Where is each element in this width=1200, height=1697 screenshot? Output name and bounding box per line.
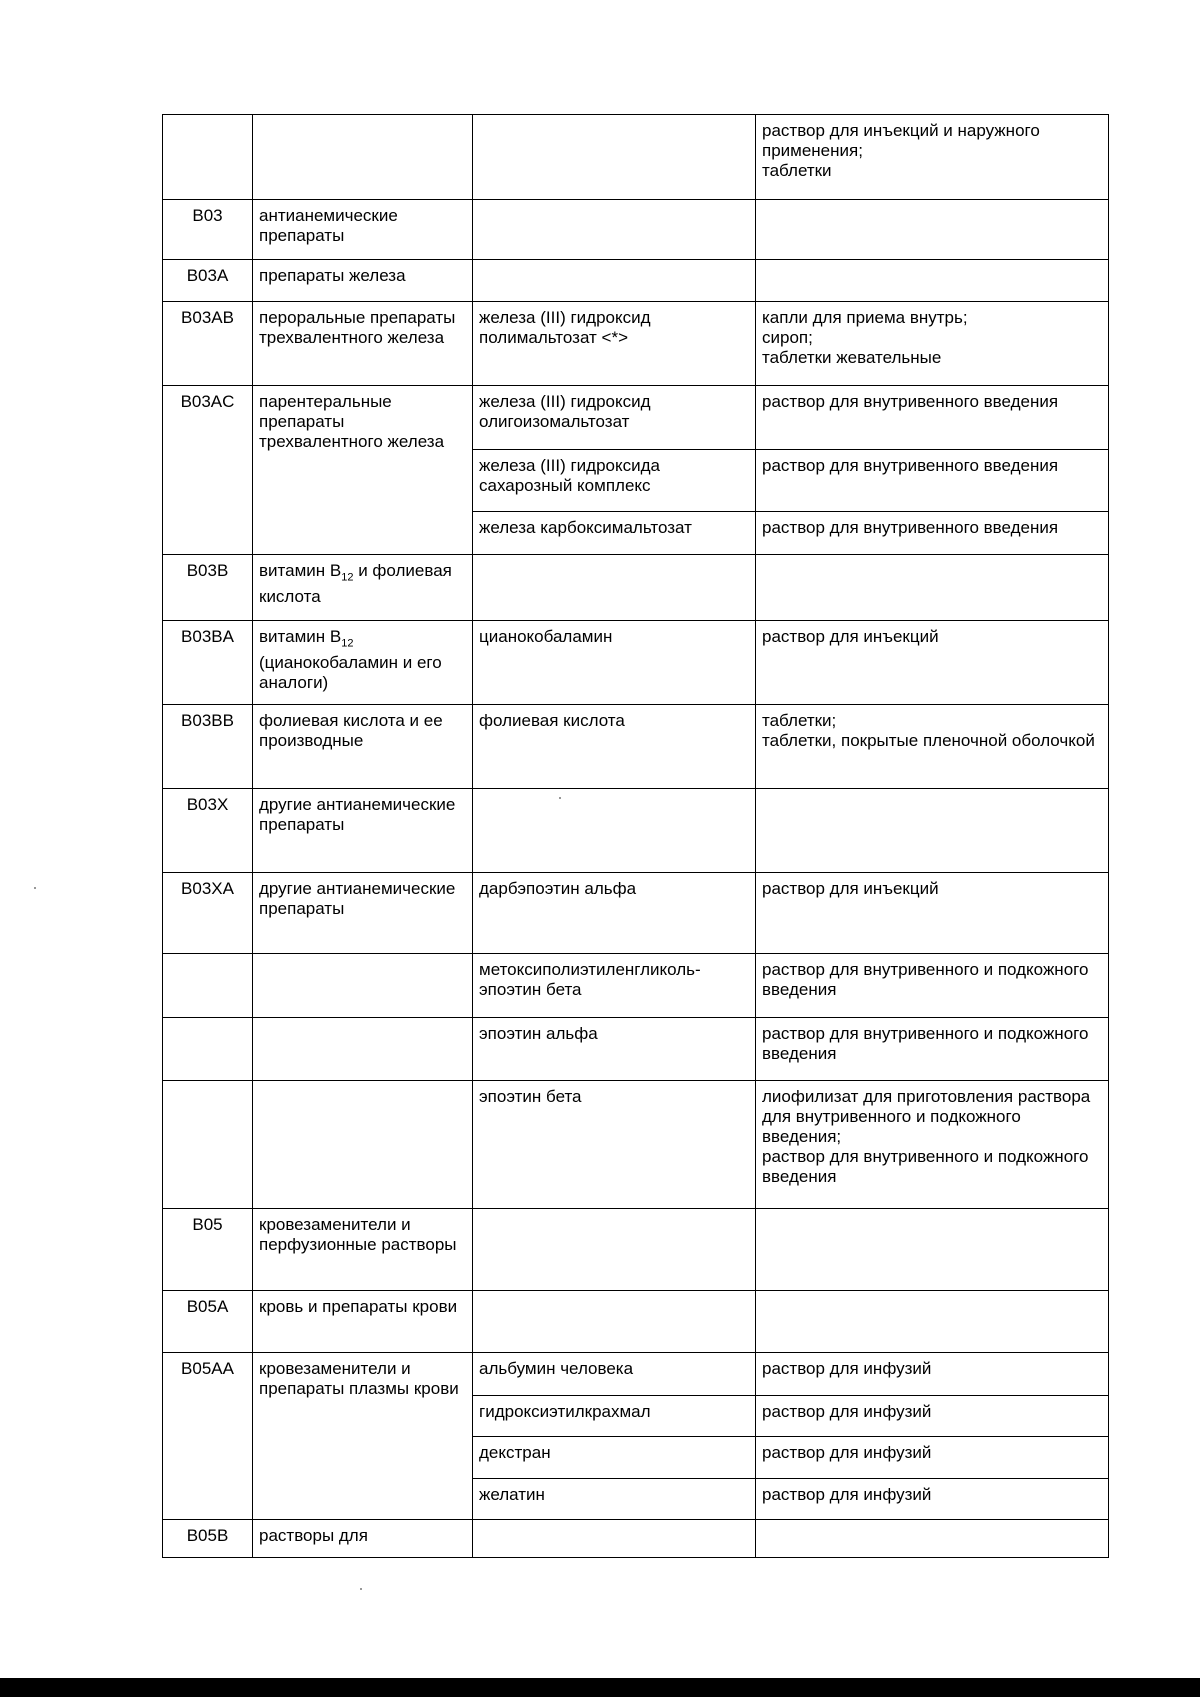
table-row bbox=[163, 954, 1109, 1018]
drug-cell: метоксиполиэтиленгликоль-эпоэтин бета bbox=[473, 954, 756, 1018]
atc-code-cell bbox=[163, 954, 253, 1018]
group-cell: препараты железа bbox=[253, 260, 473, 302]
drug-cell bbox=[473, 555, 756, 621]
table-row bbox=[163, 260, 1109, 302]
group-cell bbox=[253, 954, 473, 1018]
form-cell bbox=[756, 260, 1109, 302]
form-cell bbox=[756, 1291, 1109, 1353]
drug-cell: альбумин человека bbox=[473, 1353, 756, 1396]
scan-edge-bar bbox=[0, 1678, 1200, 1697]
drug-cell: желатин bbox=[473, 1479, 756, 1520]
form-cell: раствор для инфузий bbox=[756, 1396, 1109, 1437]
form-cell: раствор для инъекций bbox=[756, 621, 1109, 705]
atc-code-cell: B03AB bbox=[163, 302, 253, 386]
drug-cell: эпоэтин бета bbox=[473, 1081, 756, 1209]
atc-code-cell: B05AA bbox=[163, 1353, 253, 1520]
group-cell bbox=[253, 115, 473, 200]
form-cell bbox=[756, 789, 1109, 873]
atc-code-cell: B05 bbox=[163, 1209, 253, 1291]
form-cell: капли для приема внутрь; сироп; таблетки жевательные bbox=[756, 302, 1109, 386]
form-cell: таблетки; таблетки, покрытые пленочной оболочкой bbox=[756, 705, 1109, 789]
drug-cell bbox=[473, 260, 756, 302]
group-cell bbox=[253, 555, 473, 621]
table-row bbox=[163, 1081, 1109, 1209]
group-cell: кровь и препараты крови bbox=[253, 1291, 473, 1353]
drug-cell bbox=[473, 789, 756, 873]
form-cell: раствор для инъекций bbox=[756, 873, 1109, 954]
table-row bbox=[163, 302, 1109, 386]
group-cell: кровезаменители и перфузионные растворы bbox=[253, 1209, 473, 1291]
table-row bbox=[163, 1353, 1109, 1396]
form-cell bbox=[756, 200, 1109, 260]
atc-code-cell: B03AC bbox=[163, 386, 253, 555]
table-row bbox=[163, 1291, 1109, 1353]
group-cell bbox=[253, 1018, 473, 1081]
drug-cell: гидроксиэтилкрахмал bbox=[473, 1396, 756, 1437]
group-cell: кровезаменители и препараты плазмы крови bbox=[253, 1353, 473, 1520]
group-cell: другие антианемические препараты bbox=[253, 789, 473, 873]
table-row bbox=[163, 1018, 1109, 1081]
group-cell: пероральные препараты трехвалентного железа bbox=[253, 302, 473, 386]
atc-code-cell bbox=[163, 1018, 253, 1081]
drug-cell: железа (III) гидроксида сахарозный комплекс bbox=[473, 450, 756, 512]
form-cell bbox=[756, 1520, 1109, 1558]
atc-code-cell: B03BA bbox=[163, 621, 253, 705]
drug-cell bbox=[473, 1209, 756, 1291]
form-cell bbox=[756, 1209, 1109, 1291]
table-row bbox=[163, 705, 1109, 789]
table-row bbox=[163, 200, 1109, 260]
group-cell: фолиевая кислота и ее производные bbox=[253, 705, 473, 789]
drug-cell: железа (III) гидроксид олигоизомальтозат bbox=[473, 386, 756, 450]
form-cell: лиофилизат для приготовления раствора для внутривенного и подкожного введения; раствор для внутривенного и подкожного введения bbox=[756, 1081, 1109, 1209]
atc-code-cell: B03BB bbox=[163, 705, 253, 789]
form-cell bbox=[756, 555, 1109, 621]
drug-cell: декстран bbox=[473, 1437, 756, 1479]
drug-cell bbox=[473, 200, 756, 260]
atc-code-cell: B05B bbox=[163, 1520, 253, 1558]
scan-speck bbox=[559, 797, 561, 799]
table-row bbox=[163, 621, 1109, 705]
form-cell: раствор для внутривенного введения bbox=[756, 450, 1109, 512]
drug-cell bbox=[473, 115, 756, 200]
scan-speck bbox=[360, 1588, 362, 1590]
table-row bbox=[163, 386, 1109, 450]
drug-cell: железа карбоксимальтозат bbox=[473, 512, 756, 555]
form-cell: раствор для внутривенного и подкожного введения bbox=[756, 1018, 1109, 1081]
atc-code-cell: B03A bbox=[163, 260, 253, 302]
atc-code-cell bbox=[163, 115, 253, 200]
form-cell: раствор для инъекций и наружного применения; таблетки bbox=[756, 115, 1109, 200]
group-cell: другие антианемические препараты bbox=[253, 873, 473, 954]
group-cell: растворы для bbox=[253, 1520, 473, 1558]
form-cell: раствор для инфузий bbox=[756, 1353, 1109, 1396]
atc-code-cell: B03 bbox=[163, 200, 253, 260]
drug-list-table bbox=[162, 114, 1109, 1558]
group-cell bbox=[253, 621, 473, 705]
drug-cell: цианокобаламин bbox=[473, 621, 756, 705]
table-row bbox=[163, 1520, 1109, 1558]
drug-cell: фолиевая кислота bbox=[473, 705, 756, 789]
atc-code-cell: B03XA bbox=[163, 873, 253, 954]
table-row bbox=[163, 873, 1109, 954]
drug-cell: железа (III) гидроксид полимальтозат <*> bbox=[473, 302, 756, 386]
table-row bbox=[163, 1209, 1109, 1291]
scan-speck bbox=[34, 887, 36, 889]
group-cell: антианемические препараты bbox=[253, 200, 473, 260]
atc-code-cell bbox=[163, 1081, 253, 1209]
group-text: витамин $B_{12}$ и фолиевая кислота bbox=[259, 561, 452, 607]
group-cell: парентеральные препараты трехвалентного железа bbox=[253, 386, 473, 555]
drug-cell bbox=[473, 1520, 756, 1558]
atc-code-cell: B03X bbox=[163, 789, 253, 873]
atc-code-cell: B05A bbox=[163, 1291, 253, 1353]
form-cell: раствор для внутривенного и подкожного введения bbox=[756, 954, 1109, 1018]
form-cell: раствор для инфузий bbox=[756, 1437, 1109, 1479]
drug-cell: дарбэпоэтин альфа bbox=[473, 873, 756, 954]
form-cell: раствор для инфузий bbox=[756, 1479, 1109, 1520]
table-row bbox=[163, 115, 1109, 200]
form-cell: раствор для внутривенного введения bbox=[756, 386, 1109, 450]
group-text: витамин $B_{12}$ (цианокобаламин и его аналоги) bbox=[259, 627, 442, 693]
group-cell bbox=[253, 1081, 473, 1209]
form-cell: раствор для внутривенного введения bbox=[756, 512, 1109, 555]
table-row bbox=[163, 555, 1109, 621]
table-row bbox=[163, 789, 1109, 873]
drug-cell bbox=[473, 1291, 756, 1353]
drug-cell: эпоэтин альфа bbox=[473, 1018, 756, 1081]
atc-code-cell: B03B bbox=[163, 555, 253, 621]
